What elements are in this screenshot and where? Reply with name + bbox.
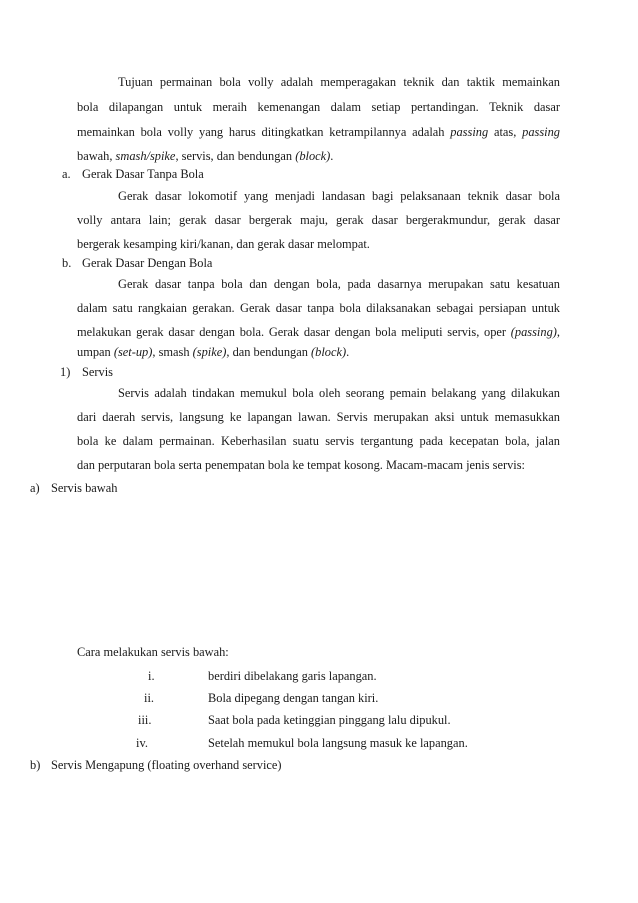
section-a-text-1: Gerak dasar lokomotif yang menjadi landasan bagi pelaksanaan teknik dasar bola bbox=[118, 189, 560, 203]
section-b-heading: Gerak Dasar Dengan Bola bbox=[82, 256, 213, 270]
step-1-number: i. bbox=[148, 669, 155, 683]
step-4-number: iv. bbox=[136, 736, 148, 750]
intro-text-4: bawah, smash/spike, servis, dan bendungan (block). bbox=[77, 149, 334, 163]
section-1-text-1: Servis adalah tindakan memukul bola oleh seorang pemain belakang yang dilakukan bbox=[118, 386, 560, 400]
step-2-text: Bola dipegang dengan tangan kiri. bbox=[208, 691, 379, 705]
section-1-text-2: dari daerah servis, langsung ke lapangan lawan. Servis merupakan aksi untuk memasukkan bbox=[77, 410, 560, 424]
sub-a-marker: a) bbox=[30, 481, 40, 495]
section-b-text-4: umpan (set-up), smash (spike), dan bendungan (block). bbox=[77, 345, 350, 359]
step-3-number: iii. bbox=[138, 713, 152, 727]
section-b-text-2: dalam satu rangkaian gerakan. Gerak dasar tanpa bola dilaksanakan sebagai persiapan untuk bbox=[77, 301, 560, 315]
steps-intro: Cara melakukan servis bawah: bbox=[77, 645, 229, 659]
step-4-text: Setelah memukul bola langsung masuk ke lapangan. bbox=[208, 736, 468, 750]
intro-text-2: bola dilapangan untuk meraih kemenangan dalam setiap pertandingan. Teknik dasar bbox=[77, 100, 560, 114]
step-1-text: berdiri dibelakang garis lapangan. bbox=[208, 669, 377, 683]
section-1-text-4: dan perputaran bola serta penempatan bola ke tempat kosong. Macam-macam jenis servis: bbox=[77, 458, 525, 472]
section-1-heading: Servis bbox=[82, 365, 113, 379]
section-a-text-2: volly antara lain; gerak dasar bergerak maju, gerak dasar bergerakmundur, gerak dasar bbox=[77, 213, 560, 227]
section-b-marker: b. bbox=[62, 256, 72, 270]
intro-text-1: Tujuan permainan bola volly adalah memperagakan teknik dan taktik memainkan bbox=[118, 75, 560, 89]
section-b-text-3: melakukan gerak dasar dengan bola. Gerak dasar dengan bola meliputi servis, oper (passing), bbox=[77, 325, 560, 339]
sub-b-marker: b) bbox=[30, 758, 41, 772]
sub-b-heading: Servis Mengapung (floating overhand service) bbox=[51, 758, 282, 772]
section-a-marker: a. bbox=[62, 167, 71, 181]
step-3-text: Saat bola pada ketinggian pinggang lalu dipukul. bbox=[208, 713, 451, 727]
intro-text-3: memainkan bola volly yang harus ditingkatkan ketrampilannya adalah passing atas, passing bbox=[77, 125, 560, 139]
section-b-text-1: Gerak dasar tanpa bola dan dengan bola, pada dasarnya merupakan satu kesatuan bbox=[118, 277, 560, 291]
step-2-number: ii. bbox=[144, 691, 154, 705]
section-1-marker: 1) bbox=[60, 365, 71, 379]
section-a-heading: Gerak Dasar Tanpa Bola bbox=[82, 167, 204, 181]
section-a-text-3: bergerak kesamping kiri/kanan, dan gerak dasar melompat. bbox=[77, 237, 370, 251]
sub-a-heading: Servis bawah bbox=[51, 481, 118, 495]
section-1-text-3: bola ke dalam permainan. Keberhasilan suatu servis tergantung pada kecepatan bola, jalan bbox=[77, 434, 560, 448]
